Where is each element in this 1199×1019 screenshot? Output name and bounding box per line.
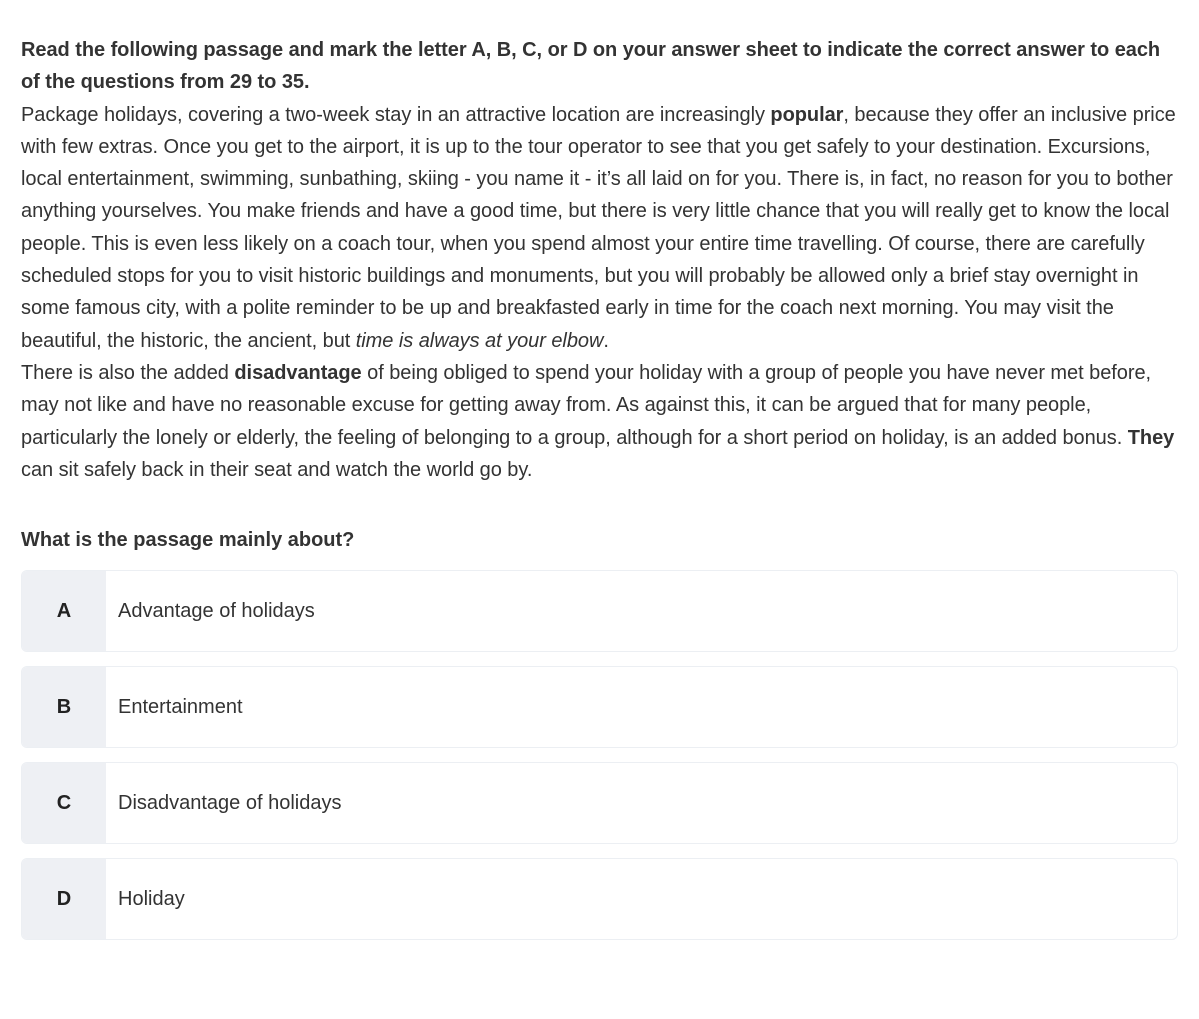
option-label: Holiday xyxy=(118,887,185,910)
option-d[interactable] xyxy=(21,858,1178,940)
passage-text: Package holidays, covering a two-week stay in an attractive location are increasingly xyxy=(21,103,771,126)
instruction-text: Read the following passage and mark the letter A, B, C, or D on your answer sheet to indicate the correct answer to each of the questions from 29 to 35. xyxy=(21,39,1161,94)
passage-text: , because they offer an inclusive price with few extras. Once you get to the airport, it is up to the tour operator to see that you get safely to your destination. Excursions, local entertainment, swimming, sunbathing, skiing - you name it - it’s all laid on for you. There is, in fact, no reason for you to bother anything yourselves. You make friends and have a good time, but there is very little chance that you will really get to know the local people. This is even less likely on a coach tour, when you spend almost your entire time travelling. Of course, there are carefully scheduled stops for you to visit historic buildings and monuments, but you will probably be allowed only a brief stay overnight in some famous city, with a polite reminder to be up and breakfasted early in time for the coach next morning. You may visit the beautiful, the historic, the ancient, but xyxy=(21,103,1176,352)
passage-text: There is also the added xyxy=(21,361,235,384)
option-letter: D xyxy=(22,859,106,939)
passage-text: of being obliged to spend your holiday with a group of people you have never met before, may not like and have no reasonable excuse for getting away from. As against this, it can be argued that for many people, particularly the lonely or elderly, the feeling of belonging to a group, although for a short period on holiday, is an added bonus. xyxy=(21,361,1152,449)
option-letter: A xyxy=(22,571,106,651)
reading-passage xyxy=(21,99,1178,487)
option-c[interactable] xyxy=(21,762,1178,844)
highlighted-word-they: They xyxy=(1127,426,1175,449)
question-text: What is the passage mainly about? xyxy=(21,529,355,552)
passage-text: . xyxy=(603,329,609,352)
answer-options xyxy=(21,570,1178,940)
passage-paragraph-2 xyxy=(21,357,1178,486)
option-letter: B xyxy=(22,667,106,747)
highlighted-word-popular: popular xyxy=(770,103,844,126)
option-label: Advantage of holidays xyxy=(118,599,315,622)
passage-text: can sit safely back in their seat and watch the world go by. xyxy=(21,458,533,481)
option-label: Entertainment xyxy=(118,695,243,718)
highlighted-phrase-elbow: time is always at your elbow xyxy=(355,329,604,352)
option-b[interactable] xyxy=(21,666,1178,748)
passage-paragraph-1 xyxy=(21,99,1178,357)
option-a[interactable] xyxy=(21,570,1178,652)
highlighted-word-disadvantage: disadvantage xyxy=(234,361,362,384)
option-label: Disadvantage of holidays xyxy=(118,791,342,814)
option-letter: C xyxy=(22,763,106,843)
